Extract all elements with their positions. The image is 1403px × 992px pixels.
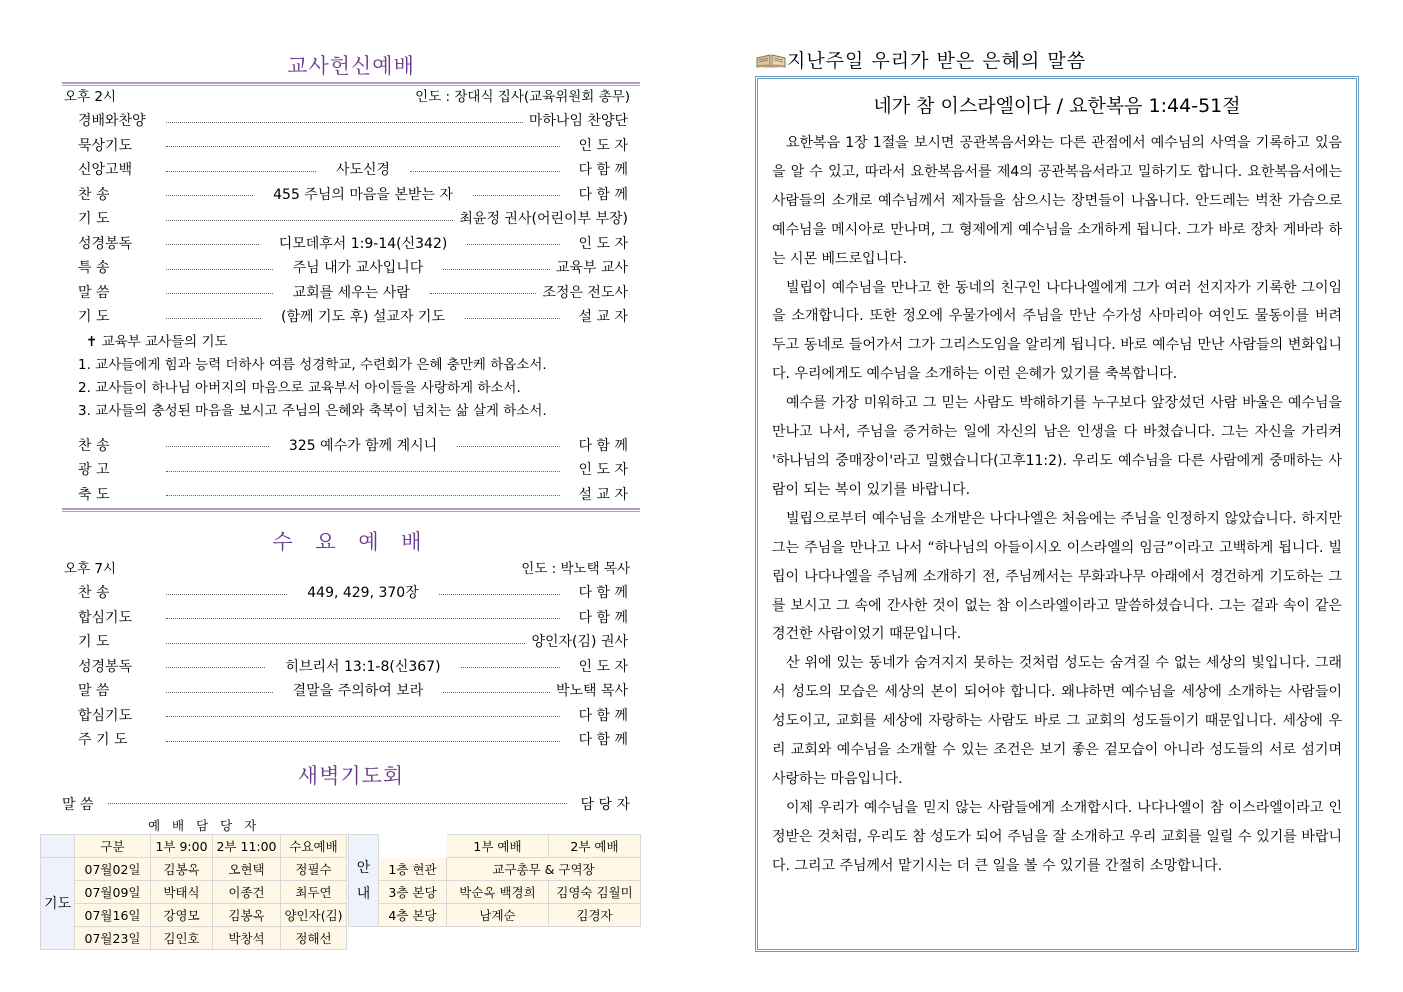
- wednesday-service-order: [62, 580, 640, 752]
- order-person: 박노택 목사: [555, 683, 629, 700]
- order-row: [62, 206, 640, 231]
- order-item: (함께 기도 후) 설교자 기도: [281, 309, 445, 326]
- order-row: [62, 182, 640, 207]
- dawn-service-title: 새벽기도회: [297, 763, 405, 788]
- prayer-heading: ✝ 교육부 교사들의 기도: [86, 333, 228, 350]
- sermon-box: [755, 76, 1359, 952]
- order-label: 광 고: [78, 462, 110, 479]
- leader-dots: [166, 269, 273, 270]
- leader-dots: [457, 446, 560, 447]
- order-label: 성경봉독: [78, 235, 133, 252]
- leader-dots: [467, 244, 560, 245]
- dawn-label: 말 씀: [62, 796, 94, 813]
- prayer-item: 1. 교사들에게 힘과 능력 더하사 여름 성경학교, 수련회가 은혜 충만케 하옵소서.: [78, 356, 547, 373]
- leader-dots: [473, 195, 560, 196]
- order-label: 찬 송: [78, 186, 110, 203]
- table-row: 07월16일 강영모 김봉옥 양인자(김): [41, 904, 347, 927]
- order-row: [62, 457, 640, 482]
- leader-dots: [410, 171, 560, 172]
- order-label: 찬 송: [78, 585, 110, 602]
- sermon-paragraph: 이제 우리가 예수님을 믿지 않는 사람들에게 소개합시다. 나다나엘이 참 이스라엘이라고 인정받은 것처럼, 우리도 참 성도가 되어 주님을 잘 소개하고 우리 교회를 일릴 수 있기를 바랍니다. 그리고 주님께서 맡기시는 더 큰 일을 볼 수 있기를 간절히 소망합니다.: [772, 799, 1342, 874]
- order-label: 말 씀: [78, 683, 110, 700]
- order-item: 주님 내가 교사입니다: [292, 260, 424, 277]
- sermon-paragraph: 예수를 가장 미워하고 그 믿는 사람도 박해하기를 누구보다 앞장섰던 사람 바울은 예수님을 만나고 나서, 주님을 증거하는 일에 자신의 남은 인생을 다 바쳤습니다. 그는 자신을 가리켜 '하나님의 중매장이'라고 밀했습니다(고후11:2). 우리도 예수님을 다른 사람에게 중매하는 사람이 되는 복이 있기를 바랍니다.: [772, 395, 1342, 498]
- order-label: 합심기도: [78, 707, 133, 724]
- leader-dots: [443, 692, 550, 693]
- usher-table: [348, 834, 641, 927]
- leader-dots: [166, 446, 269, 447]
- leader-dots: [461, 667, 560, 668]
- teacher-prayer-list: [62, 331, 640, 423]
- leader-dots: [430, 293, 537, 294]
- table-row: 07월09일 박태식 이종건 최두연: [41, 881, 347, 904]
- order-label: 말 씀: [78, 284, 110, 301]
- order-person: 설 교 자: [578, 486, 628, 503]
- order-item: 히브리서 13:1-8(신367): [285, 658, 441, 675]
- leader-dots: [166, 244, 259, 245]
- teacher-service-closing-order: [62, 433, 640, 507]
- order-row: [62, 133, 640, 158]
- order-row: [62, 108, 640, 133]
- book-icon: [755, 49, 787, 65]
- leader-dots: [166, 146, 560, 147]
- leader-dots: [166, 495, 560, 496]
- order-row: [62, 255, 640, 280]
- order-row: [62, 482, 640, 507]
- table-row: 4층 본당 남계순 김경자: [349, 904, 641, 927]
- order-person: 다 함 께: [578, 437, 629, 454]
- leader-dots: [166, 293, 273, 294]
- order-person: 최윤정 권사(어린이부 부장): [459, 211, 628, 228]
- order-row: [62, 629, 640, 654]
- order-label: 기 도: [78, 309, 110, 326]
- wednesday-service-info: [62, 558, 640, 580]
- sermon-paragraph: 요한복음 1장 1절을 보시면 공관복음서와는 다른 관점에서 예수님의 사역을 기록하고 있음을 알 수 있고, 따라서 요한복음서를 제4의 공관복음서라고 밀하기도 합니다. 요한복음서에는 사람들의 소개로 예수님께서 제자들을 삼으시는 장면들이 나옵니다. 안드레는 벅찬 가슴으로 예수님을 메시아로 만나며, 그 형제에게 예수님을 소개하게 됩니다. 그가 바로 장차 게바라 하는 시몬 베드로입니다.: [772, 135, 1342, 267]
- order-label: 찬 송: [78, 437, 110, 454]
- section-rule: [62, 508, 640, 512]
- service-leader: 인도 : 장대식 집사(교육위원회 총무): [415, 89, 630, 105]
- prayer-item: 3. 교사들의 충성된 마음을 보시고 주님의 은혜와 축복이 넘치는 삶 살게 하소서.: [78, 402, 547, 419]
- teacher-service-title: 교사헌신예배: [287, 54, 415, 78]
- duty-table: [40, 834, 347, 950]
- service-time: 오후 7시: [64, 561, 117, 577]
- service-time: 오후 2시: [64, 89, 117, 105]
- usher-side-label: 안내: [349, 835, 379, 927]
- order-label: 기 도: [78, 211, 110, 228]
- teacher-service-order: [62, 108, 640, 329]
- leader-dots: [166, 716, 560, 717]
- order-person: 인 도 자: [578, 137, 628, 154]
- order-person: 인 도 자: [578, 235, 629, 252]
- table-row: 3층 본당 박순옥 백경희 김영숙 김월미: [349, 881, 641, 904]
- table-header: 2부 예배: [549, 835, 641, 858]
- table-row: 1층 현관 교구총무 & 구역장: [349, 858, 641, 881]
- service-leader: 인도 : 박노택 목사: [521, 561, 630, 577]
- leader-dots: [108, 803, 567, 804]
- leader-dots: [166, 618, 560, 619]
- order-row: [62, 580, 640, 605]
- sermon-column: [755, 48, 1359, 952]
- order-person: 다 함 께: [578, 609, 628, 626]
- sermon-title: 네가 참 이스라엘이다 / 요한복음 1:44-51절: [873, 95, 1241, 117]
- leader-dots: [166, 667, 265, 668]
- leader-dots: [166, 318, 261, 319]
- leader-dots: [166, 471, 560, 472]
- table-row: [349, 835, 641, 858]
- order-person: 인 도 자: [578, 658, 628, 675]
- order-row: [62, 157, 640, 182]
- order-label: 성경봉독: [78, 658, 133, 675]
- order-row: [62, 605, 640, 630]
- order-item: 교회를 세우는 사람: [292, 284, 410, 301]
- dawn-right: 담 당 자: [580, 796, 630, 813]
- leader-dots: [166, 594, 287, 595]
- order-person: 다 함 께: [578, 186, 629, 203]
- leader-dots: [166, 122, 523, 123]
- order-label: 묵상기도: [78, 137, 133, 154]
- order-row: [62, 727, 640, 752]
- leader-dots: [166, 741, 560, 742]
- dawn-service-row: [62, 792, 640, 816]
- sermon-heading: 지난주일 우리가 받은 은혜의 말씀: [755, 48, 1359, 74]
- order-item: 결말을 주의하여 보라: [292, 683, 424, 700]
- order-person: 조정은 전도사: [542, 284, 629, 301]
- leader-dots: [439, 594, 560, 595]
- order-row: [62, 433, 640, 458]
- left-column: [62, 50, 640, 816]
- order-person: 다 함 께: [578, 162, 629, 179]
- order-person: 다 함 께: [578, 707, 628, 724]
- table-row: [41, 835, 347, 858]
- order-person: 마하나임 찬양단: [528, 113, 628, 130]
- order-row: [62, 678, 640, 703]
- order-label: 주 기 도: [78, 732, 128, 749]
- leader-dots: [166, 643, 525, 644]
- wednesday-service-title: 수 요 예 배: [272, 530, 430, 554]
- order-person: 다 함 께: [578, 585, 628, 602]
- leader-dots: [166, 692, 273, 693]
- prayer-side-label: 기도: [41, 858, 75, 950]
- order-person: 인 도 자: [578, 462, 628, 479]
- order-row: [62, 654, 640, 679]
- order-item: 449, 429, 370장: [307, 585, 419, 602]
- order-label: 신앙고백: [78, 162, 133, 179]
- order-item: 디모데후서 1:9-14(신342): [278, 235, 448, 252]
- leader-dots: [166, 195, 253, 196]
- table-header: 2부 11:00: [213, 835, 281, 858]
- sermon-paragraph: 산 위에 있는 동네가 숨겨지지 못하는 것처럼 성도는 숨겨질 수 없는 세상의 빛입니다. 그래서 성도의 모습은 세상의 본이 되어야 합니다. 왜냐하면 예수님을 세상에 소개하는 사람들이 성도이고, 교회를 세상에 자랑하는 사람도 바로 그 교회의 성도들이기 때문입니다. 세상에 우리 교회와 예수님을 소개할 수 있는 조건은 보기 좋은 겉모습이 아니라 성도들의 서로 섬기며 사랑하는 마음입니다.: [772, 655, 1342, 787]
- order-item: 455 주님의 마음을 본받는 자: [273, 186, 453, 203]
- teacher-service-info: [62, 86, 640, 108]
- sermon-body: [772, 129, 1342, 881]
- table-header: 구분: [75, 835, 151, 858]
- leader-dots: [443, 269, 550, 270]
- prayer-item: 2. 교사들이 하나님 아버지의 마음으로 교육부서 아이들을 사랑하게 하소서.: [78, 379, 521, 396]
- order-row: [62, 231, 640, 256]
- duty-caption: 예 배 담 당 자: [148, 818, 261, 833]
- leader-dots: [465, 318, 560, 319]
- order-row: [62, 703, 640, 728]
- leader-dots: [166, 220, 453, 221]
- leader-dots: [166, 171, 316, 172]
- order-item: 사도신경: [335, 162, 391, 179]
- order-label: 축 도: [78, 486, 110, 503]
- order-label: 합심기도: [78, 609, 133, 626]
- table-row: 기도 07월02일 김봉옥 오현택 정필수: [41, 858, 347, 881]
- order-label: 기 도: [78, 634, 110, 651]
- order-row: [62, 280, 640, 305]
- table-row: 07월23일 김인호 박창석 정해선: [41, 927, 347, 950]
- order-row: [62, 304, 640, 329]
- sermon-paragraph: 빌립이 예수님을 만나고 한 동네의 친구인 나다나엘에게 그가 여러 선지자가 기록한 그이임을 소개합니다. 또한 정오에 우물가에서 주님을 만난 수가성 사마리아 여인도 물동이를 버려 두고 동네로 들어가서 그가 그리스도임을 알리게 됩니다. 바로 예수님 만난 사람들의 변화입니다. 우리에게도 예수님을 소개하는 이런 은혜가 있기를 축복합니다.: [772, 279, 1342, 383]
- table-header: 1부 예배: [447, 835, 549, 858]
- order-person: 교육부 교사: [555, 260, 629, 277]
- order-label: 경배와찬양: [78, 113, 146, 130]
- order-label: 특 송: [78, 260, 110, 277]
- sermon-paragraph: 빌립으로부터 예수님을 소개받은 나다나엘은 처음에는 주님을 인정하지 않았습니다. 하지만 그는 주님을 만나고 나서 “하나님의 아들이시오 이스라엘의 임금”이라고 고백하게 됩니다. 빌립이 나다나엘을 주님께 소개하기 전, 주님께서는 무화과나무 아래에서 경건하게 기도하는 그를 보시고 그 속에 간사한 것이 없는 참 이스라엘이라고 말씀하셨습니다. 그는 겉과 속이 같은 경건한 사람이었기 때문입니다.: [772, 510, 1342, 643]
- table-header: 수요예배: [281, 835, 347, 858]
- order-person: 양인자(김) 권사: [531, 634, 628, 651]
- order-person: 다 함 께: [578, 732, 628, 749]
- order-person: 설 교 자: [578, 309, 628, 326]
- order-item: 325 예수가 함께 계시니: [288, 437, 438, 454]
- table-header: 1부 9:00: [151, 835, 213, 858]
